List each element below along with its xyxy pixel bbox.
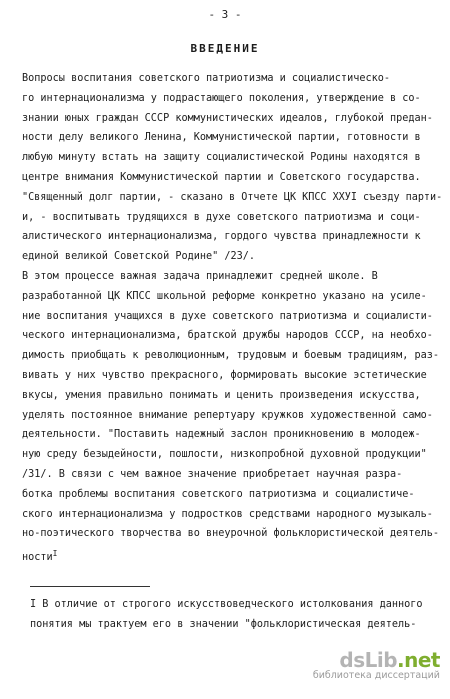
text-line: и, - воспитывать трудящихся в духе советского патриотизма и соци- [22, 211, 421, 223]
text-line: деятельности. "Поставить надежный заслон проникновению в молодеж- [22, 429, 421, 441]
text-line: ности$^I$ [22, 549, 58, 564]
page-number: - 3 - [208, 8, 242, 21]
text-line: вкусы, умения правильно понимать и ценить произведения искусства, [22, 389, 421, 401]
text-line: алистического интернационализма, гордого чувства принадлежности к [22, 231, 421, 243]
page-title: ВВЕДЕНИЕ [190, 42, 260, 55]
text-line: "Священный долг партии, - сказано в Отчете ЦК КПСС ХХУI съезду парти- [22, 191, 443, 203]
text-line: разработанной ЦК КПСС школьной реформе конкретно указано на усиле- [22, 290, 427, 302]
text-line: центре внимания Коммунистической партии и Советского государства. [22, 172, 421, 183]
text-line: но-поэтического творчества во внеурочной фольклористической деятель- [22, 528, 440, 540]
text-line: любую минуту встать на защиту социалистической Родины находятся в [22, 152, 421, 164]
text-line: Вопросы воспитания советского патриотизма и социалистическо- [22, 73, 391, 84]
footnote-line: I В отличие от строгого искусствоведческого истолкования данного [30, 599, 423, 610]
footnote-divider [30, 586, 150, 587]
text-line: го интернационализма у подрастающего поколения, утверждение в со- [22, 92, 421, 104]
text-line: знании юных граждан СССР коммунистических идеалов, глубокой предан- [22, 112, 433, 124]
text-line: ную среду безыдейности, пошлости, низкопробной духовной продукции" [22, 449, 427, 461]
text-line: ние воспитания учащихся в духе советского патриотизма и социалисти- [22, 310, 433, 322]
text-line: димость приобщать к революционным, трудовым и боевым традициям, раз- [22, 350, 440, 362]
footnote-line: понятия мы трактуем его в значении "фольклористическая деятель- [30, 619, 417, 630]
watermark-brand: dsLib.net [339, 648, 440, 672]
footnote-marker: I [52, 549, 58, 559]
text-line: единой великой Советской Родине" /23/. [22, 251, 256, 263]
watermark-subtitle: библиотека диссертаций [312, 670, 440, 681]
text-line: ботка проблемы воспитания советского патриотизма и социалистиче- [22, 488, 415, 500]
text-line: ности делу великого Ленина, Коммунистической партии, готовности в [22, 132, 421, 144]
watermark-logo [313, 648, 440, 681]
text-line: вивать у них чувство прекрасного, формировать высокие эстетические [22, 370, 427, 381]
text-line: уделять постоянное внимание репертуару кружков художественной само- [22, 409, 433, 421]
text-line: ского интернационализма у подростков средствами народного музыкаль- [22, 508, 433, 520]
text-line: /31/. В связи с чем важное значение приобретает научная разра- [22, 469, 403, 480]
text-line: В этом процессе важная задача принадлежит средней школе. В [22, 271, 378, 282]
text-line: ческого интернационализма, братской дружбы народов СССР, на необхо- [22, 330, 433, 342]
